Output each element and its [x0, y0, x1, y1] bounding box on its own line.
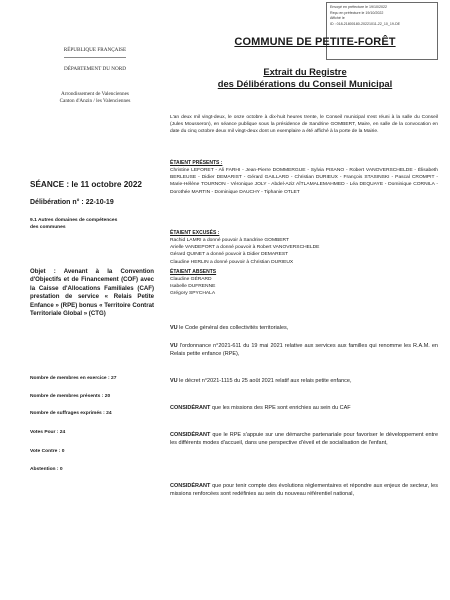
objet-paragraph: Objet : Avenant à la Convention d'Objectifs et de Financement (COF) avec la Caisse d'Allocations Familiales (CAF) prestation de service « Relais Petite Enfance » (RPE) bonus « Territoire Contrat Territoriale Global » (CTG)	[30, 268, 154, 318]
excuses-label: ÉTAIENT EXCUSÉS :	[170, 230, 220, 236]
intro-paragraph: L'an deux mil vingt-deux, le onze octobre à dix-huit heures trente, le Conseil municipal s'est réuni à la salle du Conseil (Jules Mousseron), en séance publique sous la présidence de Sandrine GOMBERT, Maire, en salle de la convocation en date du cinq octobre deux mil vingt-deux dont un exemplaire a été affiché à la porte de la Mairie.	[170, 115, 438, 135]
count-pour: Votes Pour : 24	[30, 430, 66, 435]
republic-label: RÉPUBLIQUE FRANÇAISE	[63, 47, 127, 53]
count-contre: Vote Contre : 0	[30, 449, 65, 454]
paragraph-text: que pour tenir compte des évolutions réglementaires et répondre aux enjeux de secteur, les missions renforcées sont redéfinies au sein du nouveau référentiel national,	[170, 483, 438, 498]
consideration-paragraph	[170, 482, 438, 498]
commune-title: COMMUNE DE PETITE-FORÊT	[234, 36, 396, 48]
absents-label: ÉTAIENT ABSENTS	[170, 269, 217, 275]
presents-label: ÉTAIENT PRÉSENTS :	[170, 160, 223, 166]
stamp-line: Reçu en préfecture le 19/10/2022	[330, 10, 384, 15]
deliberation-number: Délibération n° : 22-10-19	[30, 199, 114, 206]
presents-list: Christine LEFORET - Ali FARHI - Jean-Pierre DOMMERGUE - Sylvia PISANO - Robert VANOVERSCHELDE - Élisabeth BERLEUSE - Didier DEMARIST - Gérard GAILLARD - Christian DURIEUX - François STASINSKI - Pascal CROMPIT - Marie-Hélène TOURNON - Véronique JOLY - Abdel-Aziz AÏTLAMALEMAHMED - Léa DEQUAYE - Dominique CORNILA - Dorothée MARTIN - Dominique DAUCHY - Tiphanie OTLET	[170, 168, 438, 195]
paragraph-lead: CONSIDÉRANT	[170, 405, 211, 411]
consideration-paragraph	[170, 342, 438, 358]
stamp-line: Envoyé en préfecture le 19/10/2022	[330, 5, 387, 9]
consideration-paragraph	[170, 324, 438, 332]
count-exercice: Nombre de membres en exercice : 27	[30, 376, 117, 381]
stamp-line: Affiché le	[330, 16, 345, 21]
consideration-paragraph	[170, 431, 438, 447]
excuses-list	[170, 237, 438, 266]
seance-date: SÉANCE : le 11 octobre 2022	[30, 180, 142, 189]
count-presents: Nombre de membres présents : 20	[30, 394, 111, 399]
absent-item: Isabelle DUFRENNE	[170, 284, 216, 290]
extrait-title-line-2: des Délibérations du Conseil Municipal	[217, 78, 393, 89]
paragraph-text: que les missions des RPE sont enrichies au sein du CAF	[210, 405, 351, 411]
matiere-line: 9.1 Autres domaines de compétences	[30, 218, 118, 223]
extrait-title-line-1: Extrait du Registre	[263, 66, 347, 77]
excuse-item: Rachid LAMRI a donné pouvoir à Sandrine GOMBERT	[170, 238, 289, 243]
excuse-item: Gérard QUINET a donné pouvoir à Didier DEMAREST	[170, 252, 289, 258]
extrait-title	[170, 66, 440, 90]
consideration-paragraph	[170, 404, 438, 412]
count-suffrages: Nombre de suffrages exprimés : 24	[30, 411, 112, 416]
header-divider	[64, 57, 126, 58]
paragraph-lead: VU	[170, 325, 178, 331]
matiere-line: des communes	[30, 225, 66, 231]
paragraph-lead: VU	[170, 343, 178, 349]
stamp-line: ID : 018-21800180-20221011-22_10_19-DE	[330, 21, 401, 26]
paragraph-text: le décret n°2021-1115 du 25 août 2021 relatif aux relais petite enfance,	[177, 378, 352, 384]
paragraph-text: l'ordonnance n°2021-611 du 19 mai 2021 relative aux services aux familles qui renomme les R.A.M. en Relais petite enfance (RPE),	[170, 343, 438, 358]
count-abstention: Abstention : 0	[30, 467, 63, 472]
matiere-label	[30, 217, 170, 231]
paragraph-lead: VU	[170, 378, 178, 384]
department-label: DÉPARTEMENT DU NORD	[64, 66, 126, 72]
excuse-item: Arielle VANDEPORT a donné pouvoir à Robert VANOVERSCHELDE	[170, 245, 320, 251]
prefecture-stamp	[326, 2, 438, 60]
paragraph-text: que le RPE s'appuie sur une démarche partenariale pour favoriser le développement entre les différents modes d'accueil, dans une perspective d'éveil et de socialisation de l'enfant,	[170, 432, 438, 447]
consideration-paragraph	[170, 377, 438, 385]
excuse-item: Claudine HERLIN a donné pouvoir à Christian DURIEUX	[170, 259, 294, 265]
paragraph-lead: CONSIDÉRANT	[170, 432, 211, 438]
absent-item: Claudine GÉRARD	[170, 277, 212, 282]
absent-item: Grégory SPYCHALA	[170, 291, 216, 297]
paragraph-text: le Code général des collectivités territoriales,	[177, 325, 289, 331]
absents-list	[170, 276, 438, 298]
canton-label: Canton d'Anzin / les Valenciennes	[59, 98, 131, 104]
paragraph-lead: CONSIDÉRANT	[170, 483, 211, 489]
arrondissement-label: Arrondissement de Valenciennes	[61, 91, 129, 97]
